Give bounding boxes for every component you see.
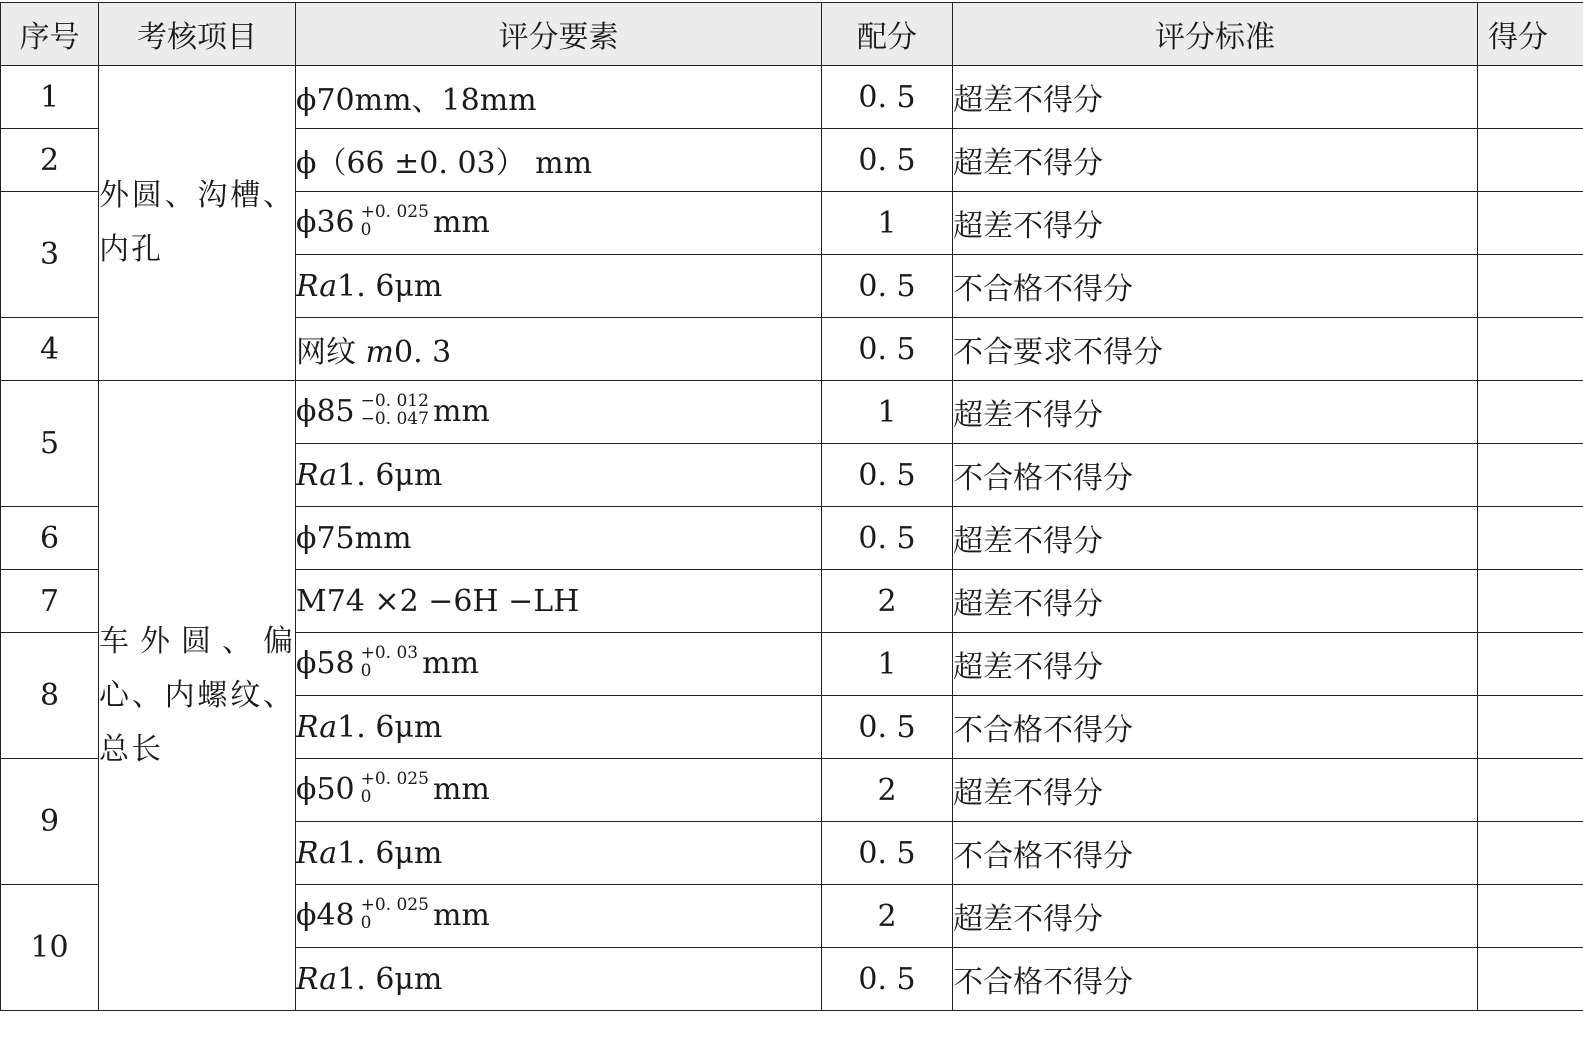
- element-cell: [296, 570, 822, 633]
- standard-cell: 超差不得分: [953, 507, 1478, 570]
- score-cell[interactable]: [1478, 633, 1583, 696]
- standard-cell: 超差不得分: [953, 885, 1478, 948]
- category-label: 外圆、沟槽、内孔: [99, 178, 295, 267]
- element-text: 网纹: [296, 335, 366, 370]
- score-cell[interactable]: [1478, 318, 1583, 381]
- element-symbol: Ra: [296, 457, 338, 493]
- element-symbol: Ra: [296, 961, 338, 997]
- row-no: 3: [1, 192, 99, 318]
- element-cell: [296, 759, 822, 822]
- points-cell: 2: [822, 759, 953, 822]
- tolerance: [361, 392, 429, 428]
- standard-cell: 超差不得分: [953, 192, 1478, 255]
- element-cell: [296, 192, 822, 255]
- element-cell: [296, 318, 822, 381]
- tolerance: [361, 896, 429, 932]
- element-text: ϕ36: [296, 204, 355, 240]
- table-row: [1, 66, 1583, 129]
- element-cell: [296, 696, 822, 759]
- tolerance-lower: −0. 047: [360, 408, 429, 429]
- tolerance-upper: −0. 012: [360, 390, 429, 411]
- element-symbol: Ra: [296, 835, 338, 871]
- row-no: 8: [1, 633, 99, 759]
- element-text: ϕ58: [296, 645, 355, 681]
- points-cell: 0. 5: [822, 129, 953, 192]
- tolerance-upper: +0. 03: [360, 642, 419, 663]
- element-cell: [296, 255, 822, 318]
- points-cell: 0. 5: [822, 255, 953, 318]
- grading-table: [0, 2, 1583, 1011]
- category-label: 车外圆、偏心、内螺纹、总长: [99, 623, 295, 767]
- standard-cell: 超差不得分: [953, 66, 1478, 129]
- points-cell: 1: [822, 633, 953, 696]
- score-cell[interactable]: [1478, 570, 1583, 633]
- element-unit: mm: [432, 393, 490, 429]
- header-item: 考核项目: [99, 3, 296, 66]
- header-score: 得分: [1478, 3, 1583, 66]
- standard-cell: 不合格不得分: [953, 696, 1478, 759]
- element-unit: mm: [422, 645, 480, 681]
- row-no: 2: [1, 129, 99, 192]
- row-no: 1: [1, 66, 99, 129]
- score-cell[interactable]: [1478, 948, 1583, 1011]
- category-cell: [99, 381, 296, 1011]
- element-text: 1. 6μm: [337, 835, 443, 871]
- score-cell[interactable]: [1478, 822, 1583, 885]
- table-row: [1, 381, 1583, 444]
- element-cell: [296, 444, 822, 507]
- score-cell[interactable]: [1478, 696, 1583, 759]
- points-cell: 0. 5: [822, 948, 953, 1011]
- element-value: 0. 3: [394, 335, 452, 370]
- row-no: 9: [1, 759, 99, 885]
- points-cell: 1: [822, 381, 953, 444]
- element-text: ϕ（66 ±0. 03） mm: [296, 146, 593, 181]
- standard-cell: 不合格不得分: [953, 822, 1478, 885]
- header-row: [1, 3, 1583, 66]
- element-cell: [296, 381, 822, 444]
- tolerance: [361, 203, 429, 239]
- element-text: 1. 6μm: [337, 457, 443, 493]
- header-no: 序号: [1, 3, 99, 66]
- element-text: 1. 6μm: [337, 709, 443, 745]
- header-points: 配分: [822, 3, 953, 66]
- element-cell: [296, 948, 822, 1011]
- score-cell[interactable]: [1478, 444, 1583, 507]
- row-no: 6: [1, 507, 99, 570]
- category-cell: [99, 66, 296, 381]
- standard-cell: 超差不得分: [953, 381, 1478, 444]
- standard-cell: 不合要求不得分: [953, 318, 1478, 381]
- points-cell: 0. 5: [822, 822, 953, 885]
- element-cell: [296, 507, 822, 570]
- points-cell: 2: [822, 885, 953, 948]
- points-cell: 0. 5: [822, 507, 953, 570]
- element-unit: mm: [432, 897, 490, 933]
- standard-cell: 超差不得分: [953, 570, 1478, 633]
- standard-cell: 超差不得分: [953, 759, 1478, 822]
- tolerance: [361, 770, 429, 806]
- element-cell: [296, 633, 822, 696]
- element-text: 1. 6μm: [337, 961, 443, 997]
- element-cell: [296, 822, 822, 885]
- tolerance-upper: +0. 025: [360, 768, 429, 789]
- tolerance-upper: +0. 025: [360, 201, 429, 222]
- standard-cell: 不合格不得分: [953, 444, 1478, 507]
- element-unit: mm: [432, 771, 490, 807]
- score-cell[interactable]: [1478, 381, 1583, 444]
- tolerance-lower: 0: [360, 912, 372, 933]
- tolerance: [361, 644, 419, 680]
- element-text: 1. 6μm: [337, 268, 443, 304]
- element-symbol: m: [365, 335, 394, 370]
- header-element: 评分要素: [296, 3, 822, 66]
- points-cell: 0. 5: [822, 66, 953, 129]
- score-cell[interactable]: [1478, 507, 1583, 570]
- row-no: 4: [1, 318, 99, 381]
- header-standard: 评分标准: [953, 3, 1478, 66]
- standard-cell: 不合格不得分: [953, 948, 1478, 1011]
- row-no: 5: [1, 381, 99, 507]
- standard-cell: 不合格不得分: [953, 255, 1478, 318]
- element-text: ϕ48: [296, 897, 355, 933]
- points-cell: 2: [822, 570, 953, 633]
- element-cell: [296, 66, 822, 129]
- points-cell: 0. 5: [822, 696, 953, 759]
- score-cell[interactable]: [1478, 255, 1583, 318]
- points-cell: 0. 5: [822, 444, 953, 507]
- score-cell[interactable]: [1478, 885, 1583, 948]
- score-cell[interactable]: [1478, 759, 1583, 822]
- element-symbol: Ra: [296, 268, 338, 304]
- standard-cell: 超差不得分: [953, 129, 1478, 192]
- row-no: 10: [1, 885, 99, 1011]
- element-cell: [296, 885, 822, 948]
- element-cell: [296, 129, 822, 192]
- element-text: ϕ50: [296, 771, 355, 807]
- element-unit: mm: [432, 204, 490, 240]
- score-cell[interactable]: [1478, 66, 1583, 129]
- tolerance-lower: 0: [360, 786, 372, 807]
- element-symbol: Ra: [296, 709, 338, 745]
- points-cell: 0. 5: [822, 318, 953, 381]
- element-text: ϕ85: [296, 393, 355, 429]
- element-text: M74 ×2 −6H −LH: [296, 583, 580, 619]
- points-cell: 1: [822, 192, 953, 255]
- tolerance-lower: 0: [360, 219, 372, 240]
- element-text: ϕ70mm、18mm: [296, 83, 537, 118]
- tolerance-upper: +0. 025: [360, 894, 429, 915]
- score-cell[interactable]: [1478, 129, 1583, 192]
- score-cell[interactable]: [1478, 192, 1583, 255]
- element-text: ϕ75mm: [296, 520, 412, 556]
- row-no: 7: [1, 570, 99, 633]
- standard-cell: 超差不得分: [953, 633, 1478, 696]
- tolerance-lower: 0: [360, 660, 372, 681]
